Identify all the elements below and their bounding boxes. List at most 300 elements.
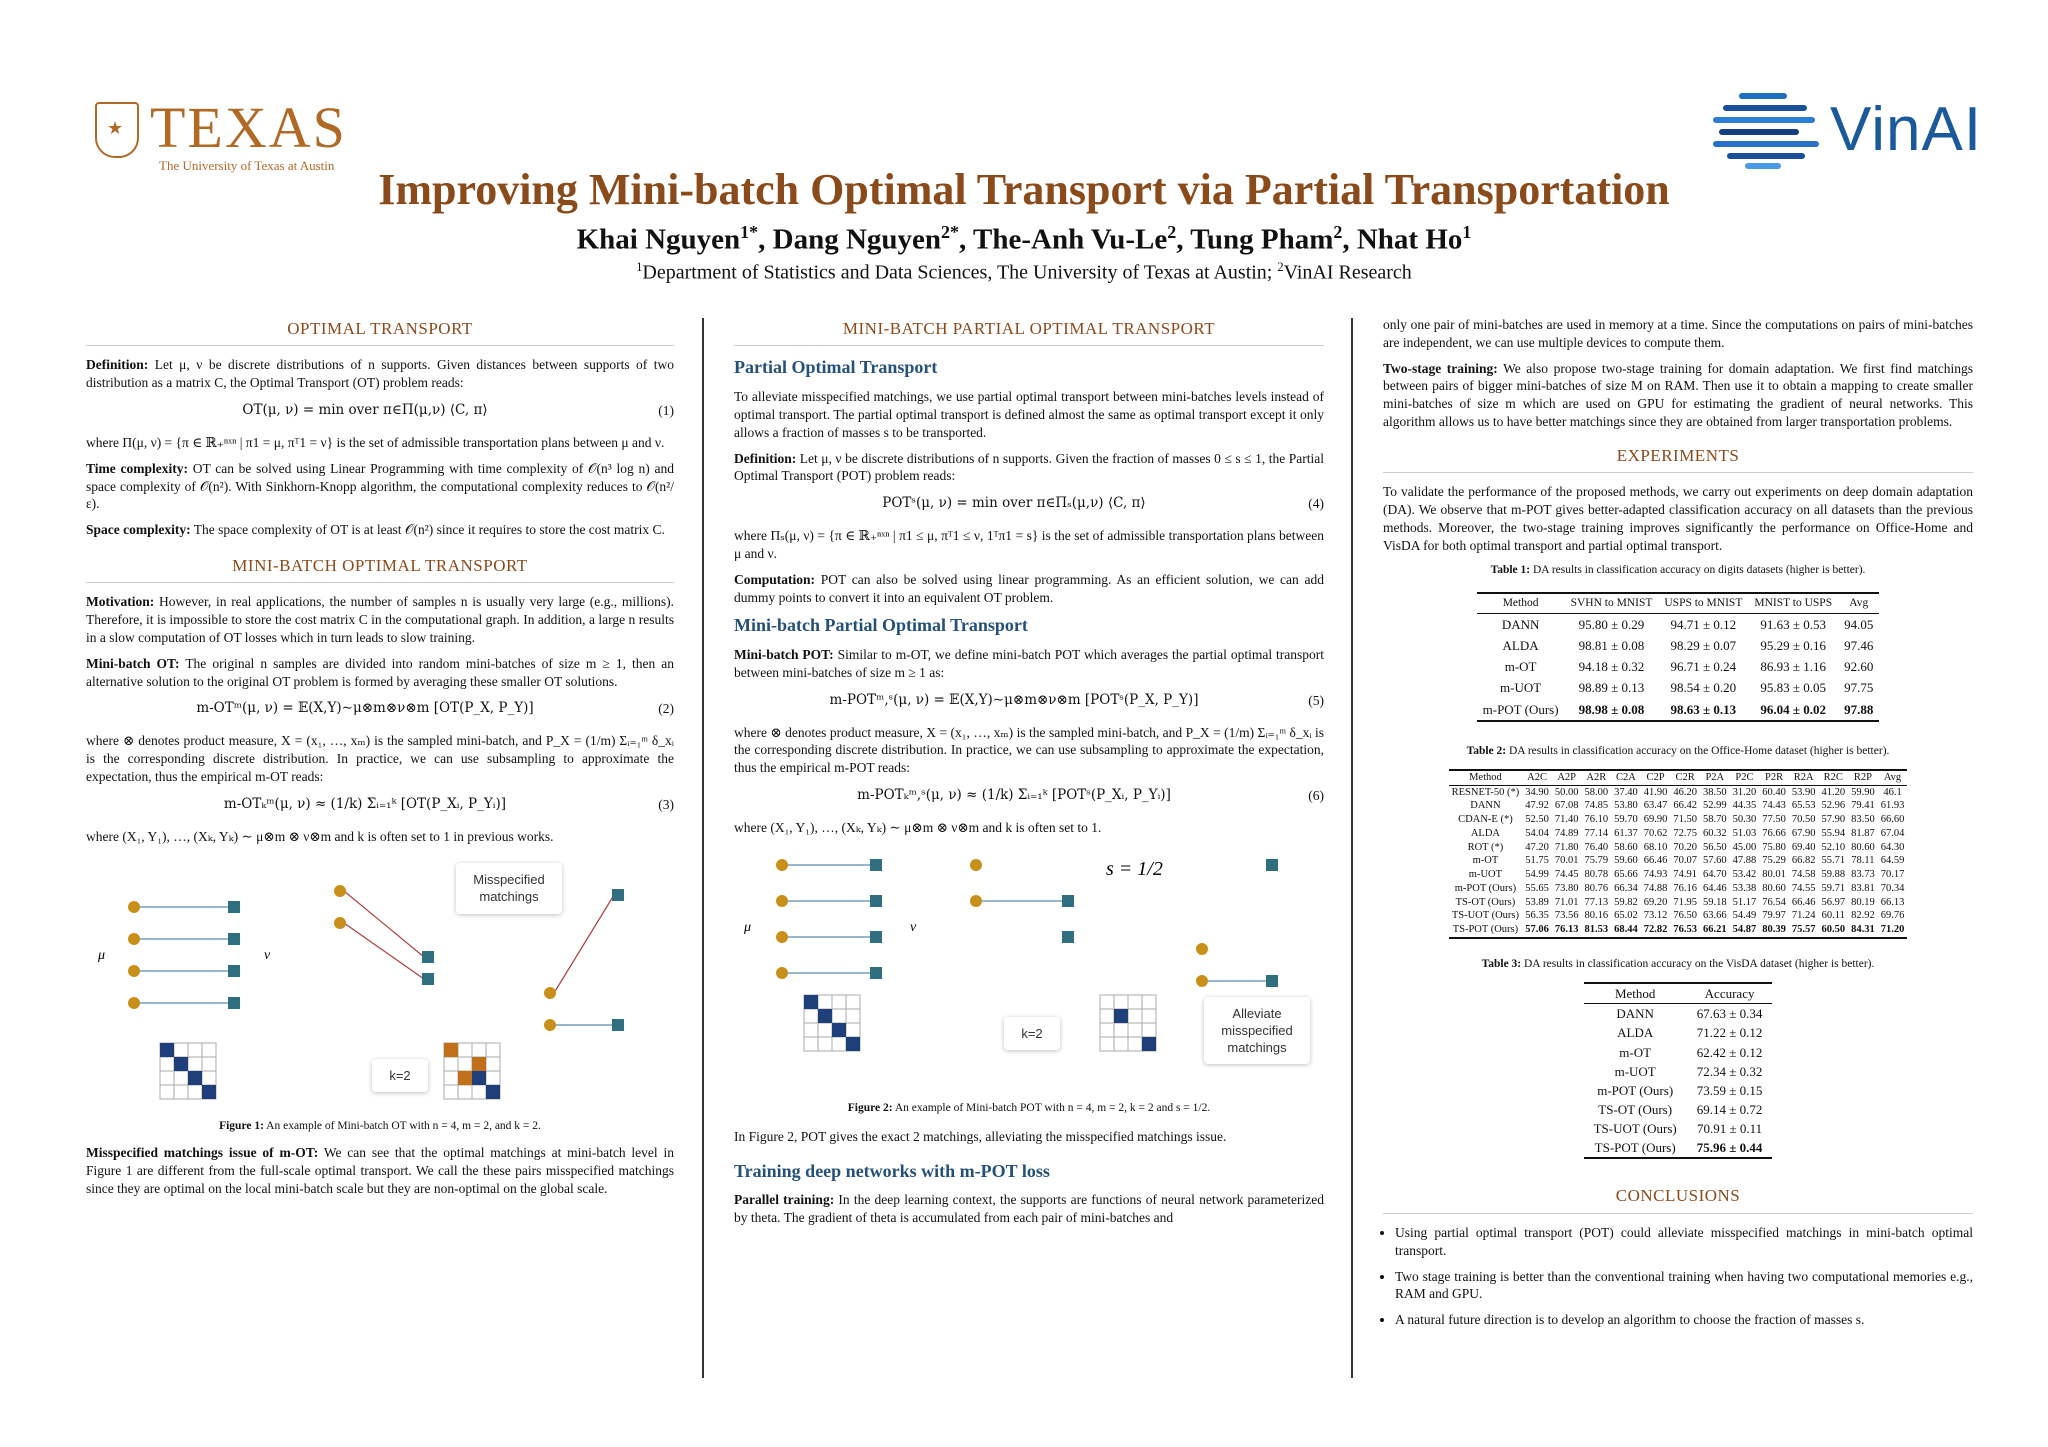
table-cell: 72.34 ± 0.32: [1696, 1063, 1763, 1079]
table-cell: 71.20: [1878, 923, 1908, 938]
table-cell: 67.90: [1791, 827, 1816, 839]
pot-definition-paragraph: Definition: Let μ, ν be discrete distributions of n supports. Given the fraction of masses 0 ≤ s ≤ 1, the Partial Optimal Transport (POT) problem reads:: [734, 450, 1325, 484]
table-cell: 44.35: [1732, 800, 1757, 812]
k-equals-2-label: k=2: [1004, 1017, 1060, 1050]
table-cell: 72.75: [1673, 827, 1697, 839]
table-cell: m-POT (Ours): [1597, 1082, 1674, 1098]
table-row: [1584, 1023, 1773, 1042]
table-cell: 54.87: [1730, 923, 1760, 938]
table-row: [1449, 896, 1908, 910]
equation-4: POTˢ(μ, ν) = min over π∈Πₛ(μ,ν) ⟨C, π⟩ (4): [882, 495, 1324, 512]
table-cell: 78.11: [1851, 855, 1875, 867]
table-cell: TS-POT (Ours): [1584, 1138, 1687, 1158]
table-cell: 69.40: [1791, 841, 1816, 853]
table-cell: ALDA: [1502, 638, 1539, 654]
table-cell: 67.08: [1554, 800, 1579, 812]
table-cell: m-UOT: [1468, 869, 1503, 881]
table-cell: m-OT: [1619, 1044, 1652, 1060]
table-cell: 80.39: [1759, 923, 1789, 938]
misspecified-matchings-callout: Misspecified matchings: [456, 863, 562, 913]
figure-2-text: In Figure 2, POT gives the exact 2 matchings, alleviating the misspecified matchings issue.: [734, 1128, 1227, 1144]
table-cell: 74.55: [1791, 882, 1816, 894]
misspecified-paragraph: Misspecified matchings issue of m-OT: We can see that the optimal matchings at mini-batch level in Figure 1 are different from the full-scale optimal transport. We call the these pairs misspecified matchings since they are optimal on the local mini-batch scale but they are non-optimal on the global scale.: [86, 1145, 674, 1197]
table-cell: 92.60: [1844, 659, 1874, 675]
table-cell: 75.57: [1789, 923, 1819, 938]
table-row: [1449, 868, 1908, 882]
table-cell: 52.96: [1821, 800, 1846, 812]
table-cell: 64.46: [1702, 882, 1727, 894]
poster-title: Improving Mini-batch Optimal Transport via Partial Transportation: [378, 165, 1670, 214]
table-row: [1449, 785, 1908, 799]
table-header-cell: Avg: [1878, 770, 1908, 785]
table-cell: 57.60: [1702, 855, 1727, 867]
author-name: Nhat Ho: [1356, 223, 1463, 256]
texas-seal-icon: [95, 102, 139, 158]
table-cell: 83.50: [1851, 814, 1875, 826]
computation-paragraph: Computation: POT can also be solved using linear programming. As an efficient solution, we can add dummy points to convert it into an equivalent OT problem.: [734, 571, 1325, 605]
author-affiliation-mark: 1*: [740, 222, 759, 242]
author-list: Khai Nguyen$^{1*}$, Dang Nguyen$^{2*}$, The-Anh Vu-Le$^2$, Tung Pham$^2$, Nhat Ho$^1$: [576, 222, 1472, 256]
table-cell: 73.56: [1554, 910, 1579, 922]
table-cell: 58.00: [1584, 786, 1609, 798]
table-row: [1477, 677, 1880, 698]
table-cell: 76.10: [1584, 814, 1609, 826]
vinai-wordmark: VinAI: [1830, 95, 1983, 164]
table-cell: 74.91: [1673, 869, 1697, 881]
table-cell: 71.01: [1554, 896, 1579, 908]
table-header-cell: USPS to MNIST: [1658, 593, 1748, 614]
table-cell: 65.53: [1791, 800, 1816, 812]
table-header-cell: A2P: [1552, 770, 1582, 785]
table-cell: 34.90: [1525, 786, 1549, 798]
column-3: [1383, 316, 1973, 1337]
equation-3: m-OTₖᵐ(μ, ν) ≈ (1/k) Σᵢ₌₁ᵏ [OT(P_Xᵢ, P_Yᵢ)] (3): [223, 795, 674, 812]
table-cell: 59.60: [1614, 855, 1638, 867]
table-row: [1449, 854, 1908, 868]
space-complexity-paragraph: Space complexity: The space complexity of OT is at least 𝒪(n²) since it requires to store the cost matrix C.: [86, 522, 665, 538]
table-cell: 55.65: [1525, 882, 1549, 894]
pot-intro-paragraph: To alleviate misspecified matchings, we use partial optimal transport between mini-batches levels instead of optimal transport. The partial optimal transport is defined almost the same as optimal transport except it only allows a fraction of masses s to be transported.: [734, 389, 1324, 440]
table-cell: 70.91 ± 0.11: [1697, 1121, 1763, 1137]
figure-2: [734, 845, 1324, 1095]
table-cell: ALDA: [1617, 1025, 1654, 1041]
svg-text:μ: μ: [98, 948, 106, 964]
table-cell: 70.17: [1880, 869, 1905, 881]
conclusion-item: • Two stage training is better than the conventional training when having two computational memories e.g., RAM and GPU.: [1395, 1268, 1973, 1304]
table-cell: 74.85: [1584, 800, 1609, 812]
figure-2-caption: Figure 2: An example of Mini-batch POT with n = 4, m = 2, k = 2 and s = 1/2.: [847, 1101, 1211, 1114]
k-equals-2-label: k=2: [372, 1059, 428, 1092]
table-cell: 56.97: [1821, 896, 1846, 908]
table-cell: 82.92: [1851, 910, 1875, 922]
table-cell: DANN: [1501, 616, 1540, 632]
table-cell: 31.20: [1732, 786, 1757, 798]
table-row: [1477, 699, 1880, 721]
table-header-cell: C2A: [1611, 770, 1641, 785]
table-cell: 60.32: [1702, 827, 1727, 839]
table-cell: DANN: [1616, 1006, 1654, 1022]
affiliations: $^1$Department of Statistics and Data Sciences, The University of Texas at Austin; $^2$VinAI Research: [636, 260, 1412, 284]
table-cell: 57.90: [1821, 814, 1846, 826]
table-cell: 68.10: [1643, 841, 1668, 853]
section-title-mini-batch-pot: MINI-BATCH PARTIAL OPTIMAL TRANSPORT: [734, 318, 1324, 346]
svg-text:μ: μ: [744, 919, 752, 935]
table-row: [1477, 613, 1880, 635]
column-divider: [1351, 318, 1353, 1378]
table-cell: 45.00: [1732, 841, 1757, 853]
table-row: [1584, 1138, 1773, 1158]
table-cell: 65.02: [1614, 910, 1638, 922]
table-cell: 66.42: [1673, 800, 1697, 812]
table-cell: 52.10: [1821, 841, 1846, 853]
table-cell: 72.82: [1641, 923, 1671, 938]
table-cell: TS-UOT (Ours): [1451, 910, 1520, 922]
fraction-of-masses-label: s = 1/2: [1106, 857, 1163, 880]
where-paragraph-3: where (X₁, Y₁), …, (Xₖ, Yₖ) ∼ μ⊗m ⊗ ν⊗m and k is often set to 1 in previous works.: [86, 828, 554, 844]
table-cell: CDAN-E (*): [1458, 814, 1513, 826]
table-cell: 66.46: [1643, 855, 1668, 867]
table-cell: 76.66: [1762, 827, 1786, 839]
table-cell: 47.92: [1525, 800, 1549, 812]
table-cell: m-OT: [1472, 855, 1499, 867]
table-cell: 77.13: [1584, 896, 1609, 908]
author-affiliation-mark: 1: [1462, 222, 1472, 242]
table-cell: 74.43: [1762, 800, 1786, 812]
table-cell: 77.14: [1584, 827, 1609, 839]
time-complexity-paragraph: Time complexity: OT can be solved using Linear Programming with time complexity of 𝒪(n³ log n) and space complexity of 𝒪(n²). With Sinkhorn-Knopp algorithm, the computational complexity reduces to 𝒪(n²/ε).: [86, 460, 675, 512]
table-cell: 76.13: [1552, 923, 1582, 938]
table-row: [1477, 656, 1880, 677]
table-cell: 63.66: [1702, 910, 1727, 922]
table-cell: 74.58: [1791, 869, 1816, 881]
column-divider: [702, 318, 704, 1378]
texas-wordmark: TEXAS: [150, 95, 347, 160]
conclusions-list: [1383, 1224, 1973, 1329]
table-cell: 98.63 ± 0.13: [1658, 699, 1748, 721]
table-cell: 94.05: [1844, 616, 1874, 632]
figure-1: [86, 863, 674, 1113]
experiments-paragraph: To validate the performance of the proposed methods, we carry out experiments on deep domain adaptation (DA). We observe that m-POT gives better-adapted classification accuracy on all datasets than the previous methods. Moreover, the two-stage training improves significantly the performance on Office-Home and VisDA for both optimal transport and partial optimal transport.: [1383, 484, 1973, 553]
table-cell: 59.70: [1614, 814, 1638, 826]
table-cell: 61.37: [1614, 827, 1638, 839]
table-header-cell: A2R: [1581, 770, 1611, 785]
where-paragraph-1: where Π(μ, ν) = {π ∈ ℝ₊ⁿˣⁿ | π1 = μ, πᵀ1 = ν} is the set of admissible transportation plans between μ and ν.: [86, 434, 665, 450]
table-cell: 77.50: [1762, 814, 1786, 826]
table-cell: 65.66: [1614, 869, 1638, 881]
subsection-partial-ot: Partial Optimal Transport: [734, 357, 938, 378]
table-row: [1584, 1062, 1773, 1081]
table-cell: 53.38: [1732, 882, 1757, 894]
table-cell: 75.79: [1584, 855, 1609, 867]
table-cell: 70.01: [1554, 855, 1579, 867]
table-cell: ROT (*): [1467, 841, 1504, 853]
equation-6: m-POTₖᵐ,ˢ(μ, ν) ≈ (1/k) Σᵢ₌₁ᵏ [POTˢ(P_Xᵢ, P_Yᵢ)] (6): [857, 786, 1324, 803]
table-2-office-home: [1449, 769, 1908, 939]
table-cell: 97.75: [1844, 680, 1874, 696]
table-cell: 62.42 ± 0.12: [1696, 1044, 1763, 1060]
vinai-logo: [1712, 84, 1982, 172]
table-cell: 73.80: [1554, 882, 1579, 894]
table-cell: DANN: [1470, 800, 1501, 812]
table-row: [1584, 1100, 1773, 1119]
table-1-caption: Table 1: DA results in classification accuracy on digits datasets (higher is better).: [1490, 563, 1866, 576]
table-cell: 55.71: [1821, 855, 1846, 867]
author-affiliation-mark: 2*: [941, 222, 960, 242]
table-cell: 59.71: [1821, 882, 1846, 894]
section-title-optimal-transport: OPTIMAL TRANSPORT: [86, 318, 674, 346]
table-header-cell: Avg: [1838, 593, 1879, 614]
table-cell: 64.59: [1880, 855, 1905, 867]
table-header-cell: P2A: [1700, 770, 1730, 785]
table-cell: 75.80: [1762, 841, 1786, 853]
table-cell: 80.76: [1584, 882, 1609, 894]
table-cell: 59.82: [1614, 896, 1638, 908]
table-cell: 83.81: [1851, 882, 1875, 894]
author-affiliation-mark: 2: [1167, 222, 1177, 242]
table-header-cell: R2A: [1789, 770, 1819, 785]
table-row: [1449, 882, 1908, 896]
table-row: [1449, 923, 1908, 938]
table-cell: 74.93: [1643, 869, 1668, 881]
table-cell: 80.01: [1762, 869, 1786, 881]
texas-subtitle: The University of Texas at Austin: [159, 158, 335, 173]
table-cell: 74.88: [1643, 882, 1668, 894]
subsection-training: Training deep networks with m-POT loss: [734, 1160, 1050, 1181]
author-name: Khai Nguyen: [576, 223, 741, 256]
equation-1: OT(μ, ν) = min over π∈Π(μ,ν) ⟨C, π⟩ (1): [242, 402, 674, 419]
table-cell: 57.06: [1522, 923, 1552, 938]
table-header-cell: C2P: [1641, 770, 1671, 785]
table-cell: 98.81 ± 0.08: [1578, 638, 1645, 654]
table-cell: 54.99: [1525, 869, 1549, 881]
table-cell: 76.16: [1673, 882, 1697, 894]
table-cell: TS-OT (Ours): [1455, 896, 1516, 908]
alleviate-matchings-callout: Alleviate misspecified matchings: [1204, 997, 1310, 1064]
continued-paragraph: only one pair of mini-batches are used in memory at a time. Since the computations on pairs of mini-batches are independent, we can use multiple devices to compute them.: [1383, 317, 1973, 350]
table-cell: 64.70: [1702, 869, 1727, 881]
table-cell: 96.71 ± 0.24: [1670, 659, 1737, 675]
table-cell: m-UOT: [1614, 1063, 1656, 1079]
table-header-cell: Accuracy: [1687, 983, 1773, 1004]
table-cell: 56.35: [1525, 910, 1549, 922]
subsection-mini-batch-pot: Mini-batch Partial Optimal Transport: [734, 615, 1028, 636]
table-cell: 66.60: [1880, 814, 1905, 826]
table-cell: 69.90: [1643, 814, 1668, 826]
table-cell: 51.17: [1732, 896, 1757, 908]
table-header-cell: P2C: [1730, 770, 1760, 785]
table-1-digits: [1477, 592, 1880, 722]
table-cell: 76.50: [1673, 910, 1697, 922]
table-cell: 53.80: [1614, 800, 1638, 812]
table-cell: 75.96 ± 0.44: [1687, 1138, 1773, 1158]
table-cell: 69.76: [1880, 910, 1905, 922]
table-header-cell: Method: [1449, 770, 1523, 785]
table-cell: 80.16: [1584, 910, 1609, 922]
section-title-experiments: EXPERIMENTS: [1383, 445, 1973, 473]
table-header-cell: R2P: [1848, 770, 1878, 785]
table-cell: 86.93 ± 1.16: [1760, 659, 1827, 675]
vinai-mark-icon: [1712, 88, 1820, 170]
table-cell: TS-UOT (Ours): [1593, 1121, 1677, 1137]
section-title-conclusions: CONCLUSIONS: [1383, 1185, 1973, 1213]
table-cell: 50.00: [1554, 786, 1579, 798]
table-row: [1584, 1043, 1773, 1062]
table-cell: 71.24: [1791, 910, 1816, 922]
table-cell: 70.62: [1643, 827, 1668, 839]
table-cell: ALDA: [1470, 827, 1501, 839]
author-name: Tung Pham: [1190, 223, 1334, 256]
figure-1-caption: Figure 1: An example of Mini-batch OT with n = 4, m = 2, and k = 2.: [219, 1120, 541, 1133]
table-cell: 53.89: [1525, 896, 1549, 908]
table-cell: 71.40: [1554, 814, 1579, 826]
table-cell: 60.40: [1762, 786, 1786, 798]
table-header-cell: Method: [1584, 983, 1687, 1004]
table-cell: 71.22 ± 0.12: [1696, 1025, 1763, 1041]
table-cell: 98.29 ± 0.07: [1670, 638, 1737, 654]
table-cell: 54.49: [1732, 910, 1757, 922]
table-cell: 71.80: [1554, 841, 1579, 853]
svg-text:ν: ν: [264, 948, 271, 964]
table-cell: m-POT (Ours): [1477, 699, 1565, 721]
table-cell: 74.89: [1554, 827, 1579, 839]
table-header-cell: SVHN to MNIST: [1565, 593, 1659, 614]
table-cell: 66.82: [1791, 855, 1816, 867]
where-paragraph-6: where (X₁, Y₁), …, (Xₖ, Yₖ) ∼ μ⊗m ⊗ ν⊗m and k is often set to 1.: [734, 819, 1102, 835]
table-cell: 52.50: [1525, 814, 1549, 826]
table-cell: 76.54: [1762, 896, 1786, 908]
table-cell: 80.19: [1851, 896, 1875, 908]
motivation-paragraph: Motivation: However, in real applications, the number of samples n is usually very large (e.g., millions). Therefore, it is impossible to store the cost matrix C in the computational graph. In addition, a large n results in a slow computation of OT losses which in turn leads to slow training.: [86, 594, 675, 645]
table-2-caption: Table 2: DA results in classification accuracy on the Office-Home dataset (higher is better).: [1466, 744, 1890, 757]
table-cell: TS-POT (Ours): [1449, 923, 1523, 938]
affiliation-2: VinAI Research: [1283, 261, 1412, 284]
table-cell: 60.11: [1821, 910, 1845, 922]
svg-text:ν: ν: [910, 919, 917, 935]
conclusion-item: • A natural future direction is to develop an algorithm to choose the fraction of masses s.: [1395, 1311, 1973, 1329]
table-cell: m-OT: [1504, 659, 1537, 675]
table-row: [1449, 909, 1908, 923]
table-header-cell: R2C: [1818, 770, 1848, 785]
table-cell: 76.40: [1584, 841, 1609, 853]
table-cell: 47.20: [1525, 841, 1549, 853]
table-cell: 53.42: [1732, 869, 1757, 881]
table-cell: 81.87: [1851, 827, 1875, 839]
table-cell: 73.12: [1643, 910, 1668, 922]
table-cell: 66.13: [1880, 896, 1905, 908]
table-cell: 53.90: [1791, 786, 1816, 798]
table-cell: 98.54 ± 0.20: [1670, 680, 1737, 696]
table-cell: 79.41: [1851, 800, 1875, 812]
table-header-cell: MNIST to USPS: [1748, 593, 1838, 614]
table-cell: 79.97: [1762, 910, 1786, 922]
table-row: [1584, 1004, 1773, 1024]
table-cell: 80.78: [1584, 869, 1609, 881]
author-name: The-Anh Vu-Le: [973, 223, 1168, 256]
table-cell: TS-OT (Ours): [1598, 1101, 1673, 1117]
table-header-cell: P2R: [1759, 770, 1789, 785]
table-cell: RESNET-50 (*): [1451, 786, 1520, 798]
table-cell: 60.50: [1818, 923, 1848, 938]
section-title-mini-batch-ot: MINI-BATCH OPTIMAL TRANSPORT: [86, 555, 674, 583]
equation-2: m-OTᵐ(μ, ν) = 𝔼(X,Y)∼μ⊗m⊗ν⊗m [OT(P_X, P_Y)] (2): [196, 700, 674, 717]
table-cell: 59.90: [1851, 786, 1875, 798]
table-cell: 41.90: [1643, 786, 1668, 798]
table-cell: 97.88: [1838, 699, 1879, 721]
table-cell: 46.20: [1673, 786, 1697, 798]
table-cell: 98.98 ± 0.08: [1565, 699, 1659, 721]
table-cell: 37.40: [1614, 786, 1638, 798]
table-cell: 61.93: [1880, 800, 1905, 812]
table-cell: 55.94: [1821, 827, 1846, 839]
table-header-cell: C2R: [1670, 770, 1700, 785]
conclusion-item: • Using partial optimal transport (POT) could alleviate misspecified matchings in mini-batch optimal transport.: [1395, 1224, 1973, 1260]
table-row: [1449, 841, 1908, 855]
table-cell: m-POT (Ours): [1454, 882, 1517, 894]
table-cell: 98.89 ± 0.13: [1578, 680, 1645, 696]
table-cell: 70.07: [1673, 855, 1697, 867]
table-row: [1584, 1081, 1773, 1100]
table-cell: 75.29: [1762, 855, 1786, 867]
table-cell: 67.63 ± 0.34: [1696, 1006, 1763, 1022]
table-cell: 84.31: [1848, 923, 1878, 938]
table-cell: 73.59 ± 0.15: [1696, 1082, 1763, 1098]
author-affiliation-mark: 2: [1333, 222, 1343, 242]
table-cell: 59.18: [1702, 896, 1727, 908]
table-cell: 81.53: [1581, 923, 1611, 938]
full-ot-matching: [138, 907, 230, 1003]
table-cell: 47.88: [1732, 855, 1757, 867]
author-name: Dang Nguyen: [772, 223, 942, 256]
table-cell: 95.29 ± 0.16: [1760, 638, 1827, 654]
table-cell: 58.60: [1614, 841, 1638, 853]
table-cell: 94.18 ± 0.32: [1578, 659, 1645, 675]
table-cell: 70.50: [1791, 814, 1816, 826]
table-cell: 80.60: [1762, 882, 1786, 894]
mini-batch-ot-paragraph: Mini-batch OT: The original n samples are divided into random mini-batches of size m ≥ 1, then an alternative solution to the original OT problem is formed by averaging these smaller OT solutions.: [86, 655, 675, 689]
table-cell: 41.20: [1821, 786, 1846, 798]
table-row: [1477, 635, 1880, 656]
table-cell: 71.95: [1673, 896, 1697, 908]
table-cell: 83.73: [1851, 869, 1875, 881]
table-cell: 66.46: [1791, 896, 1816, 908]
table-3-caption: Table 3: DA results in classification accuracy on the VisDA dataset (higher is better).: [1481, 957, 1875, 970]
table-cell: 54.04: [1525, 827, 1549, 839]
table-cell: 69.20: [1643, 896, 1668, 908]
table-cell: 69.14 ± 0.72: [1696, 1101, 1763, 1117]
table-cell: 70.34: [1880, 882, 1905, 894]
table-cell: 46.1: [1883, 786, 1902, 798]
table-row: [1449, 799, 1908, 813]
table-cell: 51.03: [1732, 827, 1757, 839]
table-header-cell: Method: [1477, 593, 1565, 614]
table-cell: 50.30: [1732, 814, 1757, 826]
column-2: [734, 318, 1324, 1235]
table-cell: 52.99: [1702, 800, 1727, 812]
table-cell: 67.04: [1880, 827, 1905, 839]
definition-paragraph: Definition: Let μ, ν be discrete distributions of n supports. Given distances between supports of two distribution as a matrix C, the Optimal Transport (OT) problem reads:: [86, 357, 674, 391]
table-cell: 76.53: [1670, 923, 1700, 938]
table-cell: 66.34: [1614, 882, 1638, 894]
table-cell: 96.04 ± 0.02: [1748, 699, 1838, 721]
table-cell: 74.45: [1554, 869, 1579, 881]
table-cell: 68.44: [1611, 923, 1641, 938]
table-cell: 66.21: [1700, 923, 1730, 938]
table-cell: 38.50: [1702, 786, 1727, 798]
table-cell: 64.30: [1880, 841, 1905, 853]
table-header-cell: A2C: [1522, 770, 1552, 785]
table-cell: 97.46: [1844, 638, 1874, 654]
table-row: [1449, 813, 1908, 827]
